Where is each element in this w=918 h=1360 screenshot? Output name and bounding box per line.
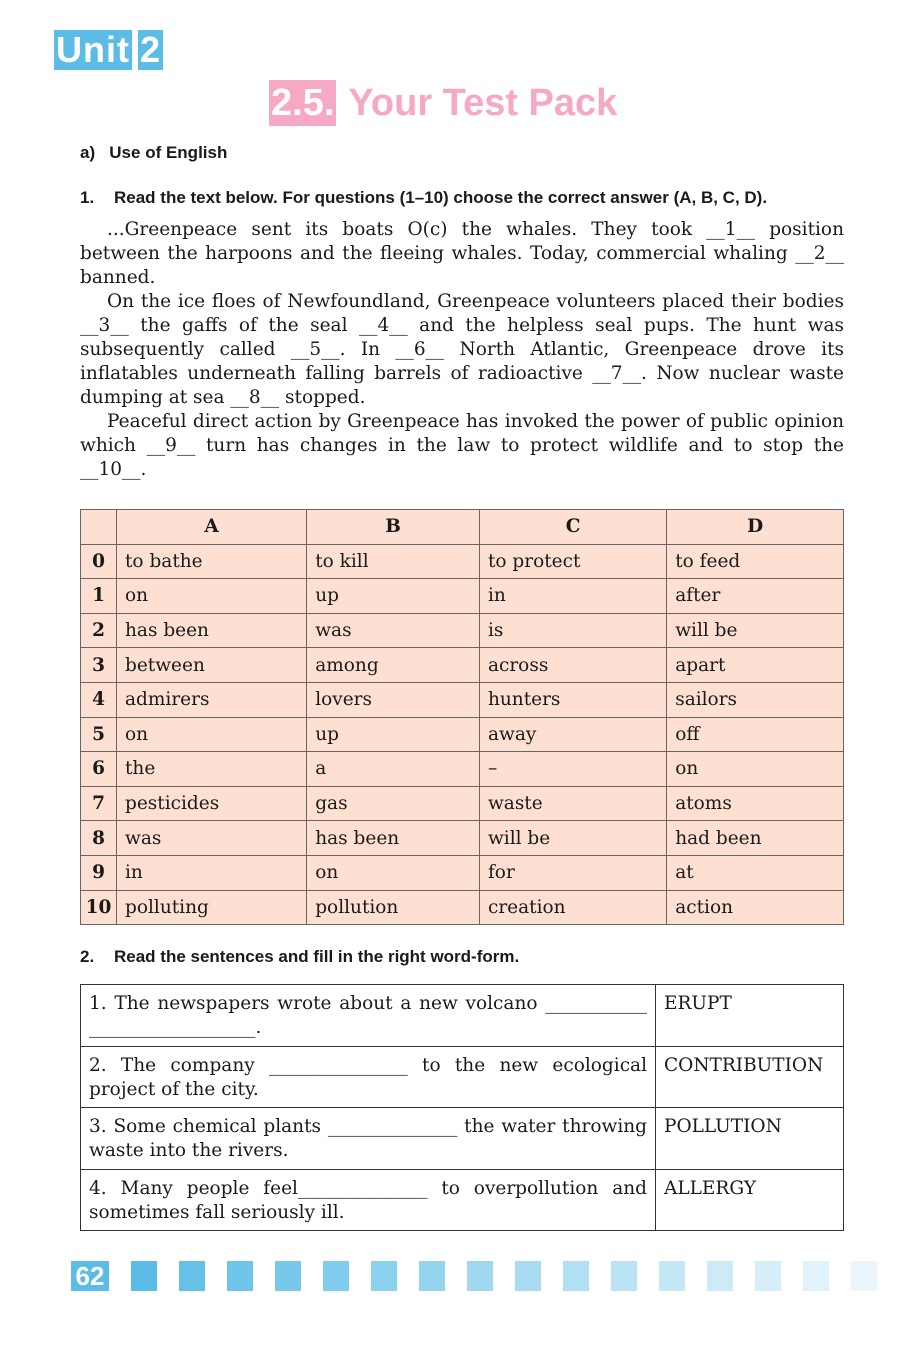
question-number: 2 <box>81 613 117 648</box>
option-cell: sailors <box>667 682 844 717</box>
option-cell: the <box>117 752 307 787</box>
option-cell: to kill <box>307 544 480 579</box>
footer-square <box>227 1261 253 1291</box>
passage <box>80 218 844 482</box>
wordform-keyword: POLLUTION <box>656 1108 844 1170</box>
options-row <box>81 648 844 683</box>
option-cell: to feed <box>667 544 844 579</box>
wordform-keyword: ALLERGY <box>656 1169 844 1231</box>
options-row <box>81 717 844 752</box>
footer-square <box>131 1261 157 1291</box>
footer-square <box>851 1261 877 1291</box>
task2-number: 2. <box>80 947 95 966</box>
question-number: 0 <box>81 544 117 579</box>
page-number: 62 <box>71 1261 109 1291</box>
options-row <box>81 682 844 717</box>
option-cell: polluting <box>117 890 307 925</box>
option-cell: across <box>479 648 666 683</box>
options-row <box>81 752 844 787</box>
option-cell: on <box>117 717 307 752</box>
option-cell: – <box>479 752 666 787</box>
passage-paragraph: Peaceful direct action by Greenpeace has invoked the power of public opinion which __9__ turn has changes in the law to protect wildlife and to stop the __10__. <box>80 411 844 480</box>
options-row <box>81 821 844 856</box>
subsection-a-heading: a) Use of English <box>80 143 228 162</box>
option-cell: among <box>307 648 480 683</box>
option-cell: up <box>307 717 480 752</box>
option-cell: on <box>117 579 307 614</box>
footer-square <box>563 1261 589 1291</box>
question-number: 4 <box>81 682 117 717</box>
wordform-sentence: 3. Some chemical plants ______________ the water throwing waste into the rivers. <box>81 1108 656 1170</box>
option-cell: away <box>479 717 666 752</box>
question-number: 7 <box>81 786 117 821</box>
passage-paragraph: ...Greenpeace sent its boats O(c) the whales. They took __1__ position between the harpoons and the fleeing whales. Today, commercial whaling __2__ banned. <box>80 219 844 288</box>
unit-number: 2 <box>139 29 162 70</box>
options-header-cell: C <box>479 510 666 545</box>
wordform-sentence: 2. The company _______________ to the new ecological project of the city. <box>81 1046 656 1108</box>
question-number: 5 <box>81 717 117 752</box>
option-cell: has been <box>307 821 480 856</box>
wordform-row <box>81 985 844 1047</box>
footer-square <box>179 1261 205 1291</box>
footer-square <box>611 1261 637 1291</box>
options-header-cell <box>81 510 117 545</box>
option-cell: to bathe <box>117 544 307 579</box>
option-cell: a <box>307 752 480 787</box>
option-cell: was <box>117 821 307 856</box>
wordform-row <box>81 1108 844 1170</box>
wordform-keyword: CONTRIBUTION <box>656 1046 844 1108</box>
footer-square <box>707 1261 733 1291</box>
footer-square <box>419 1261 445 1291</box>
option-cell: pollution <box>307 890 480 925</box>
footer-square <box>515 1261 541 1291</box>
option-cell: lovers <box>307 682 480 717</box>
passage-paragraph: On the ice floes of Newfoundland, Greenpeace volunteers placed their bodies __3__ the gaffs of the seal __4__ and the helpless seal pups. The hunt was subsequently called __5__. In __6__ North Atlantic, Greenpeace drove its inflatables underneath falling barrels of radioactive __7__. Now nuclear waste dumping at sea __8__ stopped. <box>80 291 844 408</box>
wordform-row <box>81 1169 844 1231</box>
option-cell: waste <box>479 786 666 821</box>
option-cell: action <box>667 890 844 925</box>
options-row <box>81 544 844 579</box>
option-cell: will be <box>667 613 844 648</box>
question-number: 8 <box>81 821 117 856</box>
options-row <box>81 855 844 890</box>
options-header-cell: D <box>667 510 844 545</box>
option-cell: at <box>667 855 844 890</box>
options-header-cell: B <box>307 510 480 545</box>
footer-square <box>467 1261 493 1291</box>
question-number: 1 <box>81 579 117 614</box>
wordform-sentence: 1. The newspapers wrote about a new volcano ___________ __________________. <box>81 985 656 1047</box>
option-cell: on <box>307 855 480 890</box>
question-number: 10 <box>81 890 117 925</box>
wordform-row <box>81 1046 844 1108</box>
task2-heading <box>80 947 519 967</box>
footer-decoration <box>109 1261 877 1291</box>
option-cell: will be <box>479 821 666 856</box>
option-cell: had been <box>667 821 844 856</box>
section-title-text: Your Test Pack <box>348 82 618 124</box>
task1-instruction: Read the text below. For questions (1–10) choose the correct answer (A, B, C, D). <box>114 188 768 207</box>
footer-square <box>803 1261 829 1291</box>
task1-number: 1. <box>80 188 95 207</box>
wordform-keyword: ERUPT <box>656 985 844 1047</box>
option-cell: gas <box>307 786 480 821</box>
option-cell: to protect <box>479 544 666 579</box>
option-cell: was <box>307 613 480 648</box>
question-number: 9 <box>81 855 117 890</box>
question-number: 6 <box>81 752 117 787</box>
option-cell: atoms <box>667 786 844 821</box>
footer-square <box>371 1261 397 1291</box>
option-cell: creation <box>479 890 666 925</box>
option-cell: pesticides <box>117 786 307 821</box>
option-cell: is <box>479 613 666 648</box>
footer-square <box>323 1261 349 1291</box>
options-header-row <box>81 510 844 545</box>
page-footer <box>71 1261 877 1291</box>
footer-square <box>755 1261 781 1291</box>
option-cell: hunters <box>479 682 666 717</box>
section-number: 2.5. <box>271 82 335 124</box>
unit-word: Unit <box>56 29 130 70</box>
unit-heading <box>54 30 163 70</box>
option-cell: in <box>117 855 307 890</box>
question-number: 3 <box>81 648 117 683</box>
options-row <box>81 613 844 648</box>
options-row <box>81 890 844 925</box>
option-cell: after <box>667 579 844 614</box>
options-row <box>81 579 844 614</box>
option-cell: off <box>667 717 844 752</box>
option-cell: has been <box>117 613 307 648</box>
option-cell: apart <box>667 648 844 683</box>
wordform-sentence: 4. Many people feel______________ to overpollution and sometimes fall seriously ill. <box>81 1169 656 1231</box>
options-row <box>81 786 844 821</box>
option-cell: for <box>479 855 666 890</box>
option-cell: up <box>307 579 480 614</box>
options-header-cell: A <box>117 510 307 545</box>
option-cell: admirers <box>117 682 307 717</box>
option-cell: between <box>117 648 307 683</box>
footer-square <box>659 1261 685 1291</box>
options-table <box>80 509 844 925</box>
option-cell: in <box>479 579 666 614</box>
option-cell: on <box>667 752 844 787</box>
section-title <box>269 80 617 126</box>
task1-heading <box>80 188 767 208</box>
task2-instruction: Read the sentences and fill in the right word-form. <box>114 947 520 966</box>
footer-square <box>275 1261 301 1291</box>
wordform-table <box>80 984 844 1231</box>
